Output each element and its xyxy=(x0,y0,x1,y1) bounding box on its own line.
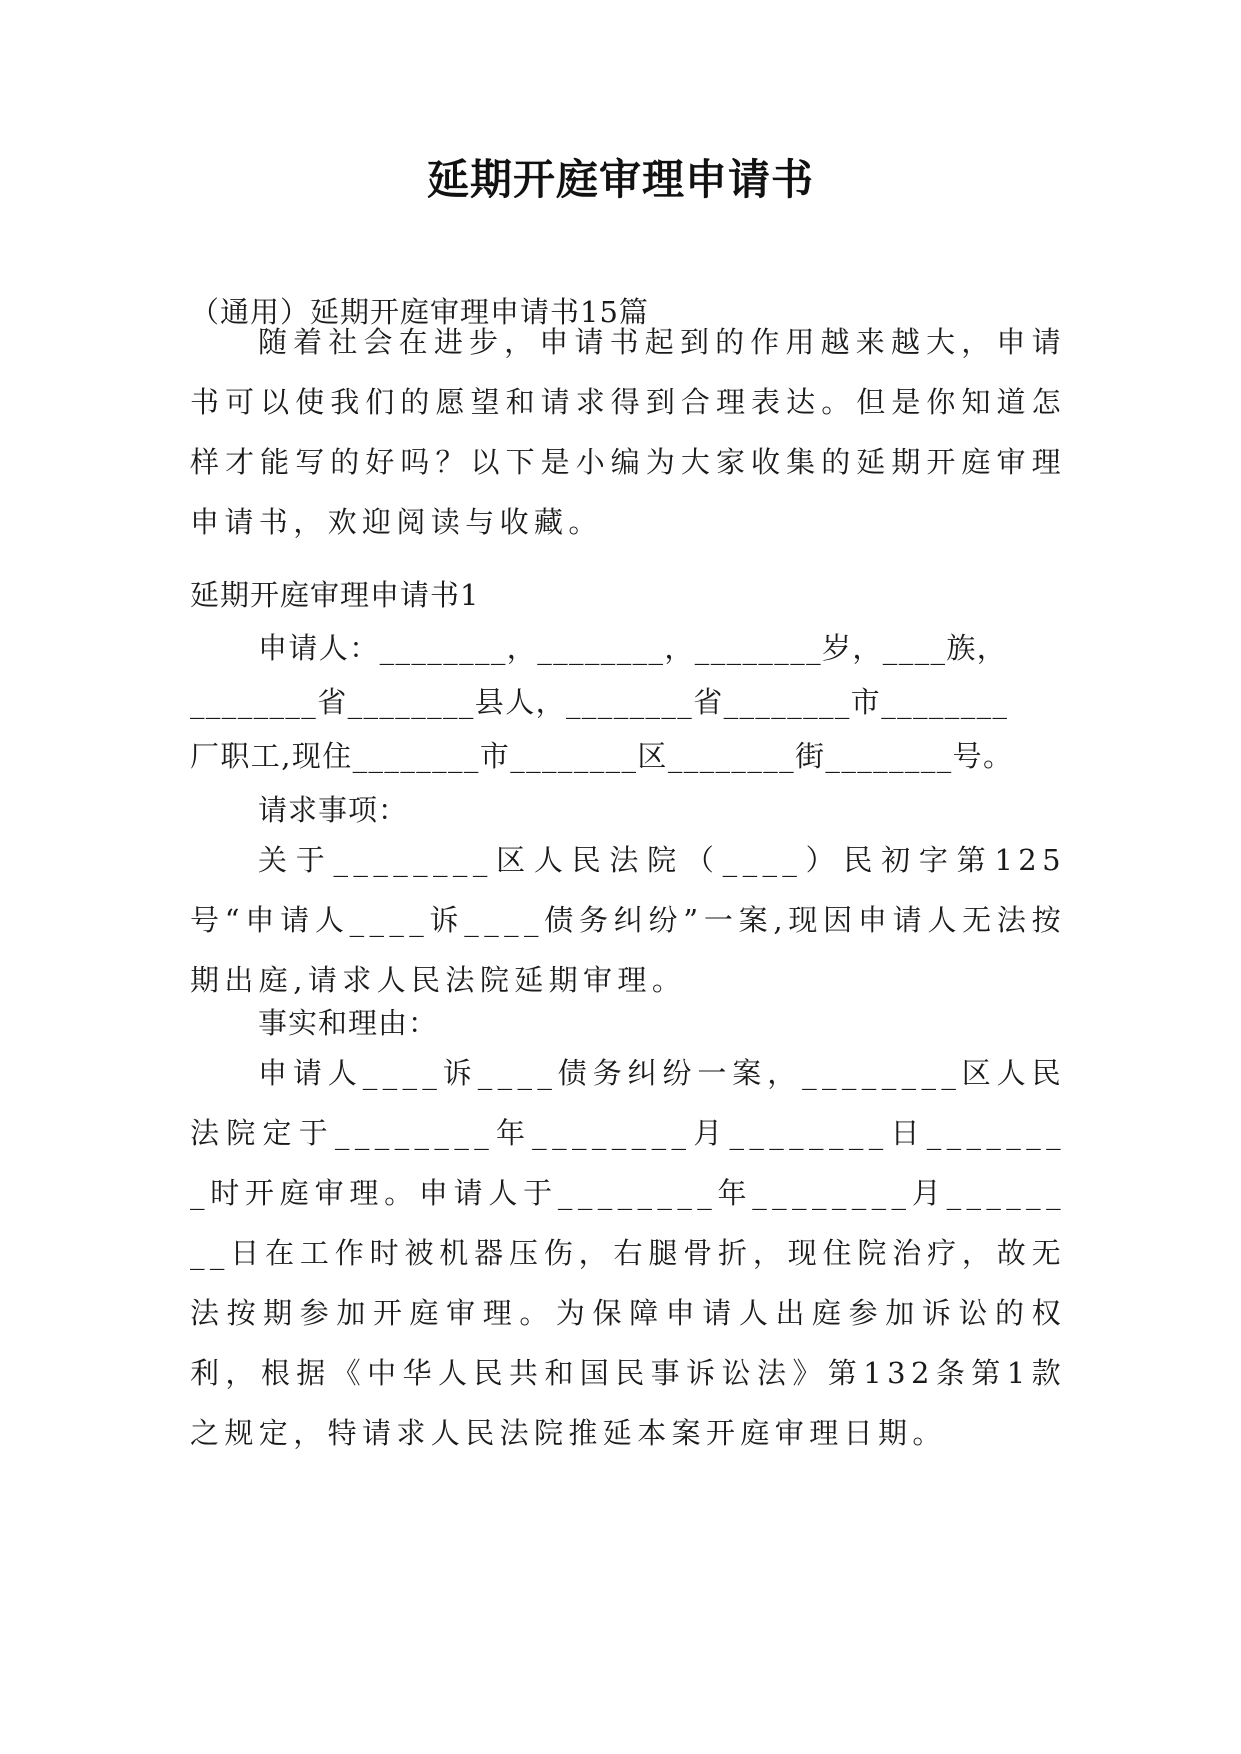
facts-heading: 事实和理由： xyxy=(258,1006,439,1040)
applicant-line: ________省________县人，________省________市________ xyxy=(190,685,1009,719)
request-heading: 请求事项： xyxy=(258,793,409,827)
document-subtitle: （通用）延期开庭审理申请书15篇 xyxy=(190,295,649,329)
section-heading: 延期开庭审理申请书1 xyxy=(190,578,480,612)
document-title: 延期开庭审理申请书 xyxy=(426,155,814,204)
facts-paragraph: 申请人____诉____债务纠纷一案，________区人民法院定于________年________月________日________时开庭审理。申请人于________年________月________日在工作时被机器压伤，右腿骨折，现住院治疗，故无法按期参加开庭审理。为保障申请人出庭参加诉讼的权利，根据《中华人民共和国民事诉讼法》第132条第1款之规定，特请求人民法院推延本案开庭审理日期。 xyxy=(190,1056,1066,1450)
request-paragraph: 关于________区人民法院（____）民初字第125号“申请人____诉____债务纠纷”一案,现因申请人无法按期出庭,请求人民法院延期审理。 xyxy=(190,843,1066,997)
intro-paragraph: 随着社会在进步，申请书起到的作用越来越大，申请书可以使我们的愿望和请求得到合理表达。但是你知道怎样才能写的好吗？以下是小编为大家收集的延期开庭审理申请书，欢迎阅读与收藏。 xyxy=(190,325,1066,539)
applicant-line: 申请人：________，________，________岁，____族， xyxy=(258,631,1008,665)
applicant-line: 厂职工,现住________市________区________街________号。 xyxy=(190,739,1014,773)
